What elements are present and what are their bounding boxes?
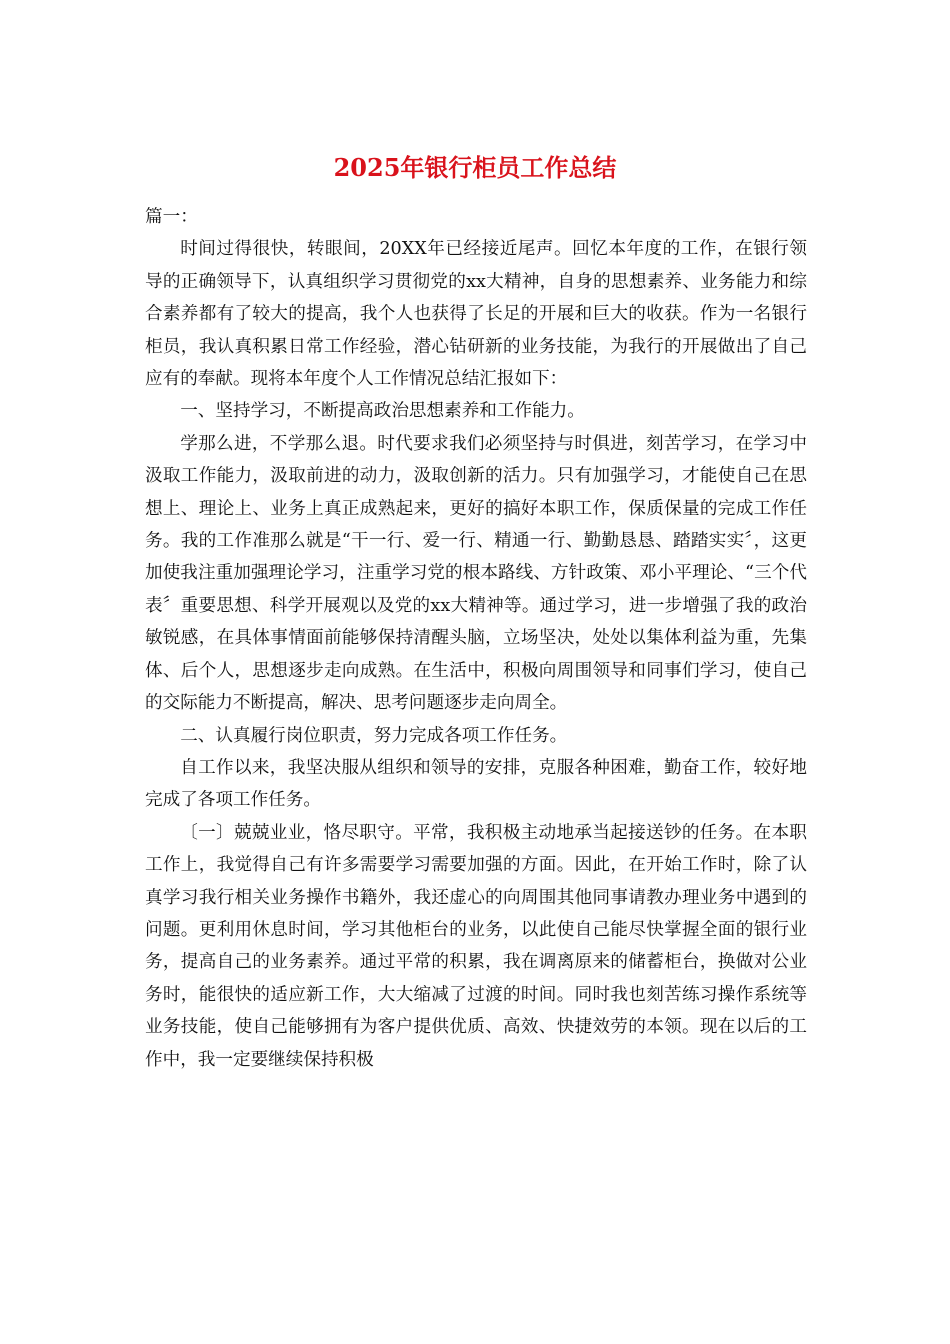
document-title: 2025年银行柜员工作总结 xyxy=(333,153,617,182)
section-label: 篇一： xyxy=(145,207,198,227)
paragraph-duties: 自工作以来，我坚决服从组织和领导的安排，克服各种困难，勤奋工作，较好地完成了各项工作任务。 xyxy=(145,757,807,811)
heading-section-2: 二、认真履行岗位职责，努力完成各项工作任务。 xyxy=(180,725,568,746)
paragraph-intro: 时间过得很快，转眼间，20XX年已经接近尾声。回忆本年度的工作，在银行领导的正确领导下，认真组织学习贯彻党的xx大精神，自身的思想素养、业务能力和综合素养都有了较大的提高，我个人也获得了长足的开展和巨大的收获。作为一名银行柜员，我认真积累日常工作经验，潜心钻研新的业务技能，为我行的开展做出了自己应有的奉献。现将本年度个人工作情况总结汇报如下： xyxy=(145,239,807,390)
document-body xyxy=(145,201,807,1076)
paragraph-subsection-1: 〔一〕兢兢业业，恪尽职守。平常，我积极主动地承当起接送钞的任务。在本职工作上，我觉得自己有许多需要学习需要加强的方面。因此，在开始工作时，除了认真学习我行相关业务操作书籍外，我还虚心的向周围其他同事请教办理业务中遇到的问题。更利用休息时间，学习其他柜台的业务，以此使自己能尽快掌握全面的银行业务，提高自己的业务素养。通过平常的积累，我在调离原来的储蓄柜台，换做对公业务时，能很快的适应新工作，大大缩减了过渡的时间。同时我也刻苦练习操作系统等业务技能，使自己能够拥有为客户提供优质、高效、快捷效劳的本领。现在以后的工作中，我一定要继续保持积极 xyxy=(145,822,807,1070)
heading-section-1: 一、坚持学习，不断提高政治思想素养和工作能力。 xyxy=(180,401,585,422)
paragraph-study: 学那么进，不学那么退。时代要求我们必须坚持与时俱进，刻苦学习，在学习中汲取工作能力，汲取前进的动力，汲取创新的活力。只有加强学习，才能使自己在思想上、理论上、业务上真正成熟起来，更好的搞好本职工作，保质保量的完成工作任务。我的工作准那么就是“干一行、爱一行、精通一行、勤勤恳恳、踏踏实实〞，这更加使我注重加强理论学习，注重学习党的根本路线、方针政策、邓小平理论、“三个代表〞重要思想、科学开展观以及党的xx大精神等。通过学习，进一步增强了我的政治敏锐感，在具体事情面前能够保持清醒头脑，立场坚决，处处以集体利益为重，先集体、后个人，思想逐步走向成熟。在生活中，积极向周围领导和同事们学习，使自己的交际能力不断提高，解决、思考问题逐步走向周全。 xyxy=(145,433,807,714)
